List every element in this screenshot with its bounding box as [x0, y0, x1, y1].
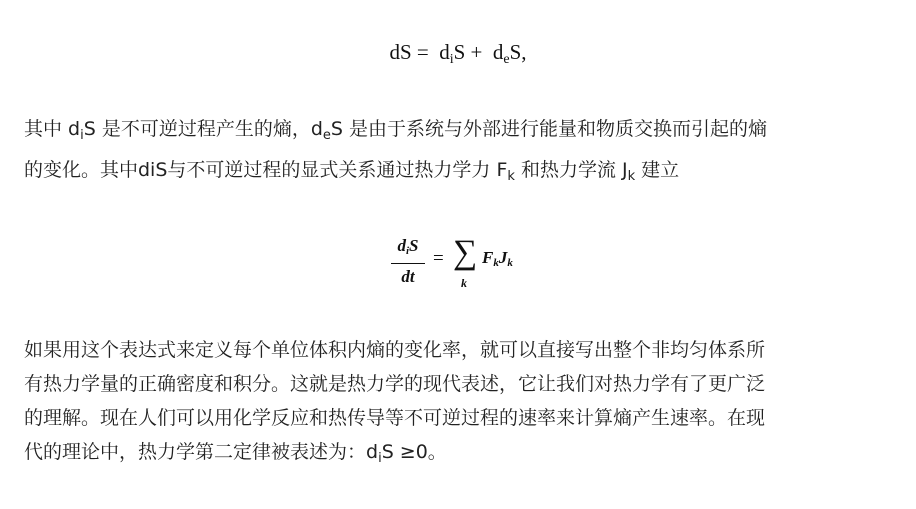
eq2-fraction: [391, 236, 425, 287]
p2-line4-b: S ≥0。: [381, 441, 447, 463]
eq2-num-sub: i: [405, 245, 410, 257]
summation-index: k: [461, 276, 467, 290]
eq2-num-d: d: [397, 236, 406, 255]
p1-text-c: S 是由于系统与外部进行能量和物质交换而引起的熵: [330, 118, 768, 140]
eq2-flux-sub: k: [507, 257, 513, 269]
eq2-flux: J: [498, 248, 508, 267]
eq2-num-s: S: [409, 236, 419, 255]
eq1-term2-d: d: [492, 40, 504, 64]
eq2-terms: [482, 248, 513, 269]
eq1-term1-d: d: [439, 40, 450, 64]
p1-line2-c: 建立: [635, 159, 680, 181]
p2-line1: 如果用这个表达式来定义每个单位体积内熵的变化率，就可以直接写出整个非均匀体系所: [24, 339, 766, 361]
entropy-balance-equation: [0, 40, 916, 68]
eq2-equals: =: [433, 248, 444, 269]
paragraph-entropy-terms: [24, 112, 894, 194]
eq2-numerator: [391, 236, 425, 261]
eq1-term2-sub: e: [503, 52, 510, 67]
p1-sub-k2: k: [627, 169, 636, 184]
p1-sub-i: i: [80, 128, 84, 143]
eq1-term1-s: S: [453, 40, 466, 64]
p1-text-a: 其中 d: [24, 118, 81, 140]
paragraph-modern-formulation: [24, 333, 894, 476]
eq2-force-sub: k: [493, 257, 499, 269]
p2-line2: 有热力学量的正确密度和积分。这就是热力学的现代表述，它让我们对热力学有了更广泛: [24, 373, 766, 395]
summation-symbol: ∑: [453, 234, 478, 271]
eq1-term2-s: S,: [509, 40, 527, 64]
p1-line2-a: 的变化。其中diS与不可逆过程的显式关系通过热力学力 F: [24, 159, 508, 181]
fraction-bar: [391, 263, 425, 264]
p1-line1: [24, 112, 894, 153]
eq2-denominator: dt: [401, 267, 415, 286]
p1-sub-e: e: [322, 128, 331, 143]
eq1-term1-sub: i: [449, 52, 454, 67]
p1-sub-k1: k: [507, 169, 515, 184]
p2-line4: [24, 435, 894, 476]
p1-line2: [24, 153, 894, 194]
eq1-plus: +: [470, 40, 483, 64]
p1-text-b: S 是不可逆过程产生的熵，d: [83, 118, 323, 140]
eq1-lhs: dS: [389, 40, 412, 64]
p1-line2-b: 和热力学流 J: [514, 159, 628, 181]
p2-line4-a: 代的理论中，热力学第二定律被表述为：d: [24, 441, 379, 463]
p2-line4-sub: i: [378, 451, 382, 466]
p2-line3: 的理解。现在人们可以用化学反应和热传导等不可逆过程的速率来计算熵产生速率。在现: [24, 407, 766, 429]
eq2-force: F: [482, 248, 494, 267]
eq1-equals: =: [416, 40, 429, 64]
